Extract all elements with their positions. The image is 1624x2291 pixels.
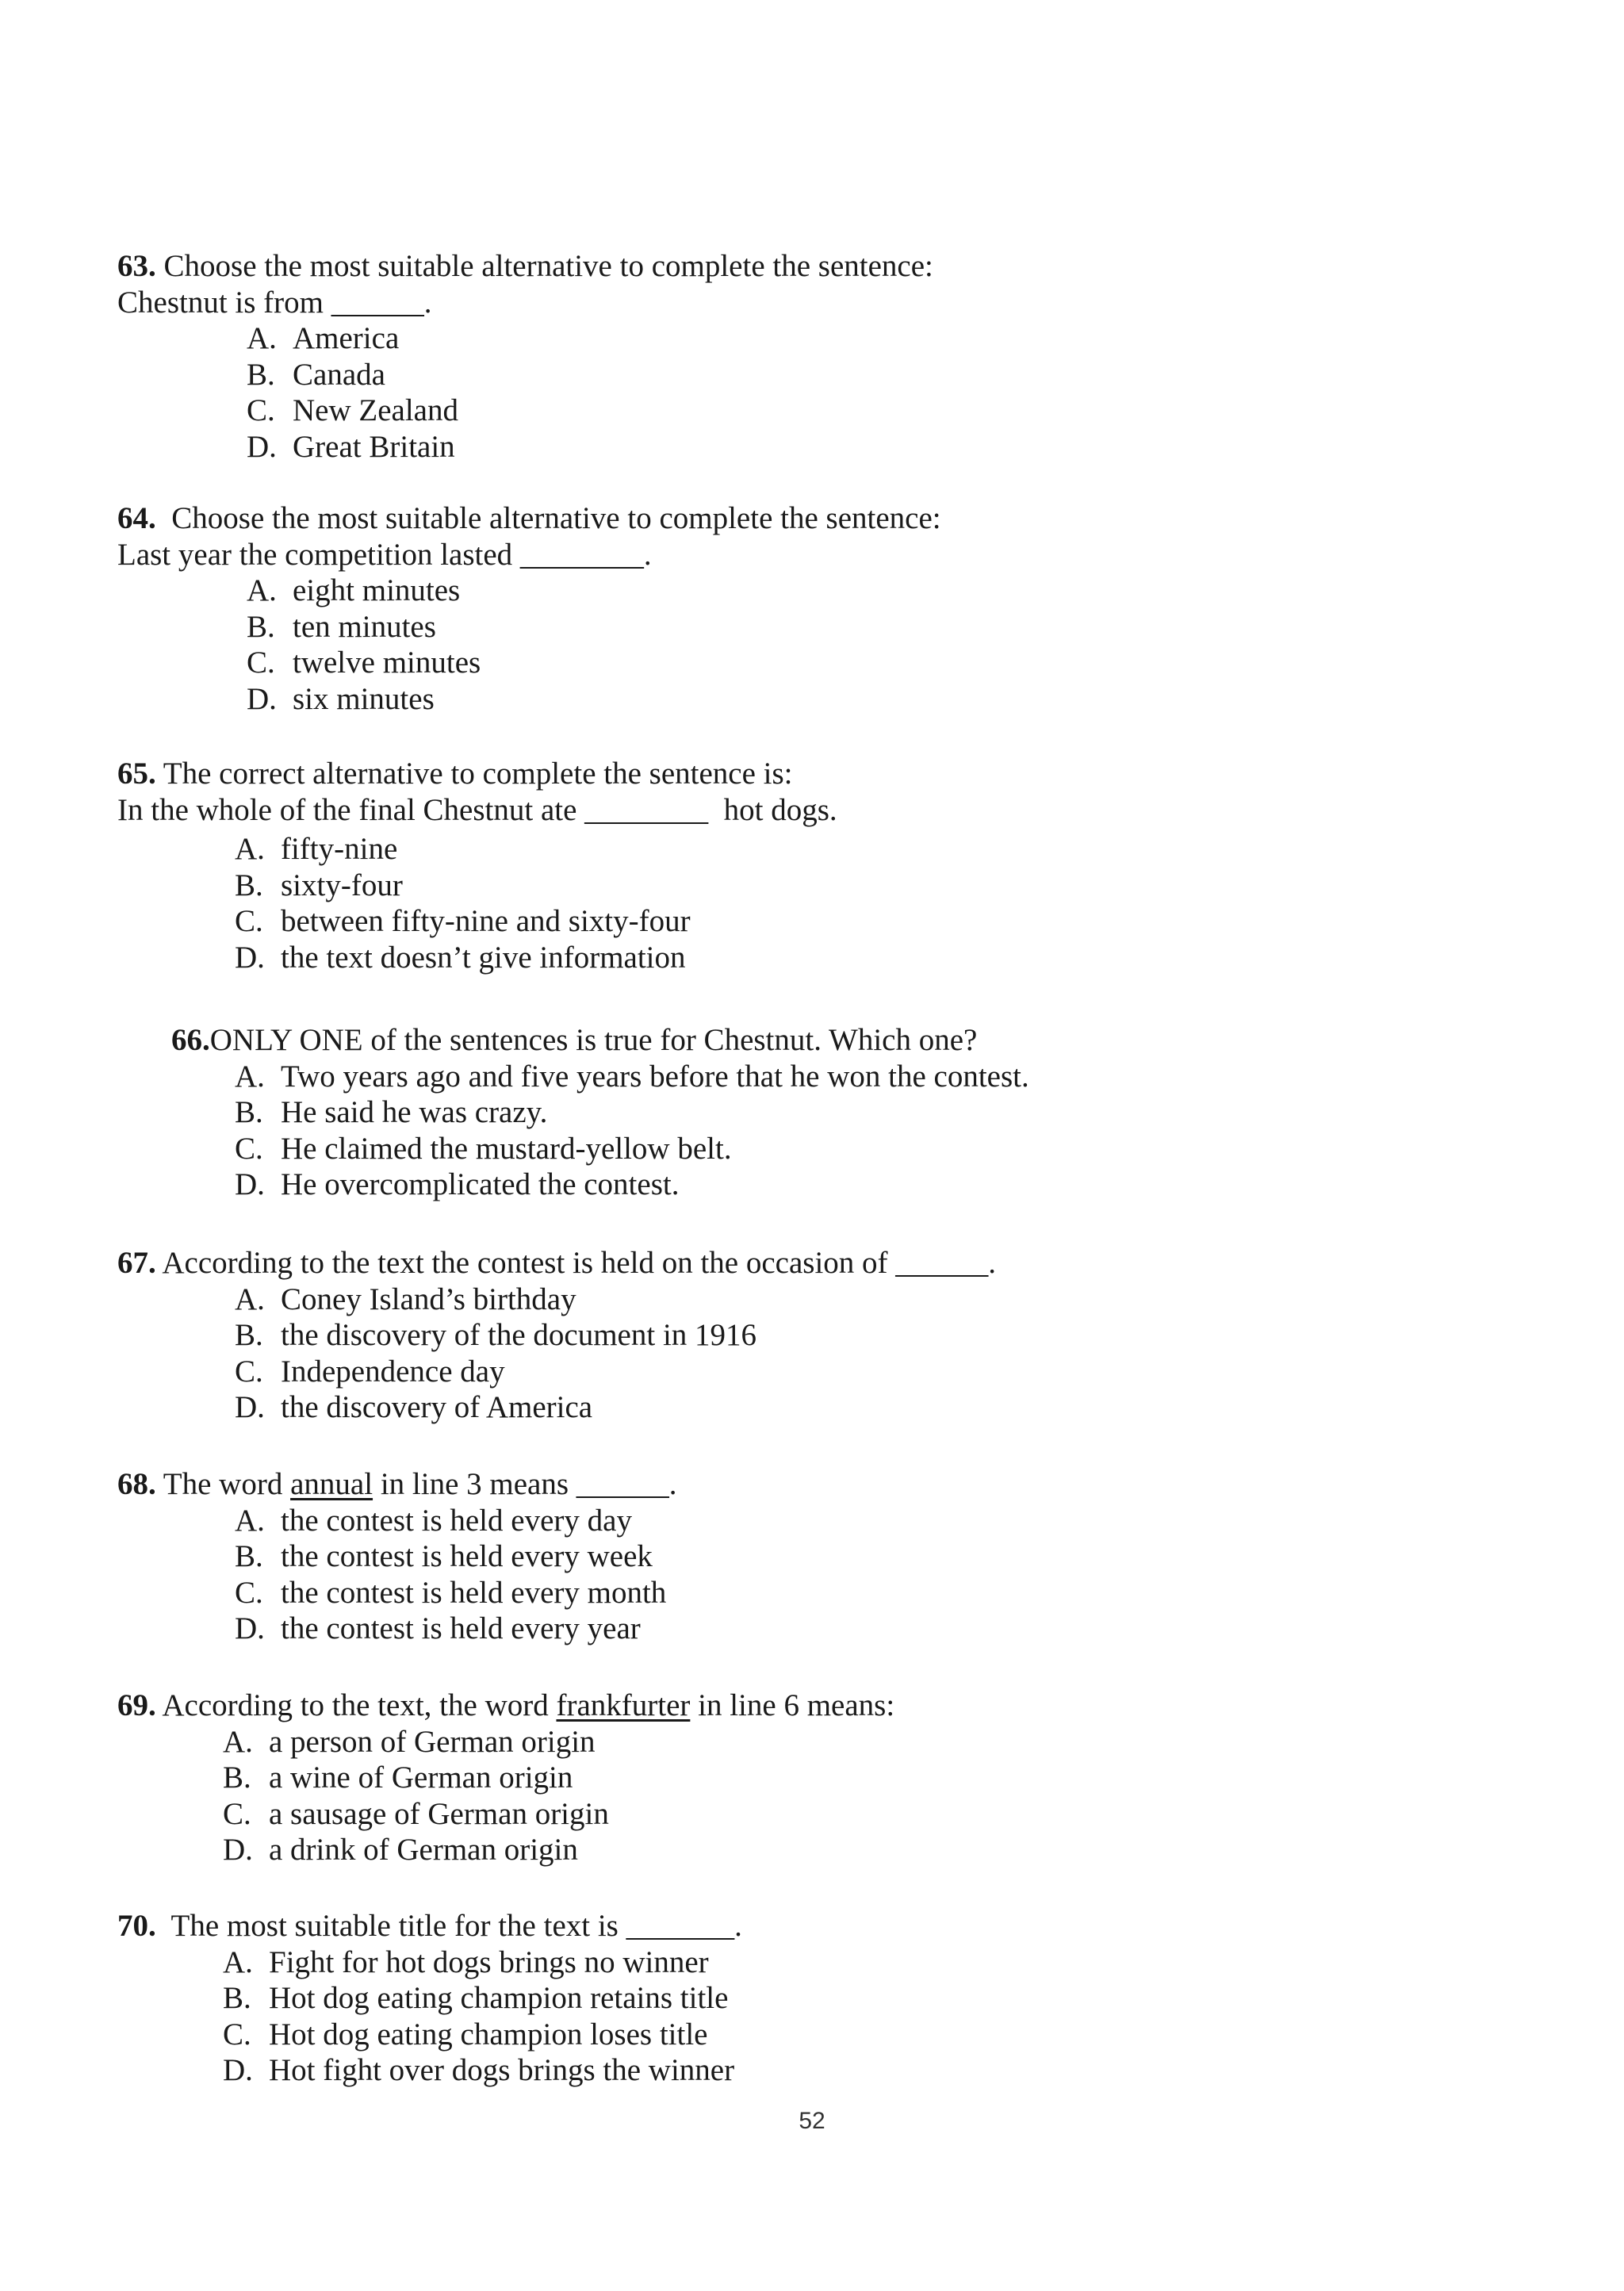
option-letter: A. bbox=[247, 573, 277, 607]
option-c bbox=[235, 1131, 1545, 1167]
option-a bbox=[247, 573, 1545, 609]
question-prompt bbox=[117, 1908, 1545, 1944]
options-list bbox=[117, 1724, 1545, 1868]
option-b bbox=[247, 357, 1545, 393]
question-68 bbox=[117, 1466, 1545, 1647]
options-list bbox=[117, 1282, 1545, 1426]
question-text: Choose the most suitable alternative to complete the sentence: bbox=[155, 249, 933, 283]
option-a bbox=[235, 1282, 1545, 1318]
question-stem: In the whole of the final Chestnut ate ________ hot dogs. bbox=[117, 792, 837, 827]
option-b bbox=[223, 1760, 1545, 1796]
option-text: New Zealand bbox=[293, 393, 458, 427]
option-d bbox=[235, 1611, 1545, 1647]
option-c bbox=[223, 2017, 1545, 2053]
option-letter: A. bbox=[235, 1503, 265, 1538]
option-d bbox=[235, 940, 1545, 976]
option-text: Hot fight over dogs brings the winner bbox=[269, 2053, 735, 2087]
option-text: Two years ago and five years before that he won the contest. bbox=[281, 1059, 1029, 1094]
option-d bbox=[223, 2052, 1545, 2089]
option-d bbox=[223, 1832, 1545, 1868]
question-70 bbox=[117, 1908, 1545, 2089]
option-text: He said he was crazy. bbox=[281, 1095, 548, 1129]
option-text: the contest is held every day bbox=[281, 1503, 632, 1538]
question-64 bbox=[117, 500, 1545, 717]
question-69 bbox=[117, 1688, 1545, 1868]
option-letter: D. bbox=[247, 681, 277, 716]
option-letter: D. bbox=[223, 1833, 253, 1867]
underlined-word: frankfurter bbox=[556, 1688, 691, 1722]
option-text: eight minutes bbox=[293, 573, 461, 607]
option-text: the text doesn’t give information bbox=[281, 940, 686, 975]
option-letter: D. bbox=[235, 940, 265, 975]
question-65 bbox=[117, 756, 1545, 975]
question-text: Choose the most suitable alternative to complete the sentence: bbox=[155, 501, 941, 535]
options-list bbox=[117, 831, 1545, 975]
options-list bbox=[117, 1503, 1545, 1647]
question-text: The most suitable title for the text is _______. bbox=[155, 1909, 742, 1943]
option-a bbox=[235, 831, 1545, 868]
question-number: 70. bbox=[117, 1909, 156, 1943]
option-letter: C. bbox=[223, 1796, 251, 1831]
option-b bbox=[235, 1094, 1545, 1131]
option-letter: B. bbox=[247, 357, 275, 392]
option-text: the contest is held every month bbox=[281, 1575, 667, 1610]
option-b bbox=[235, 868, 1545, 904]
question-stem: Last year the competition lasted ________. bbox=[117, 537, 652, 572]
page-number: 52 bbox=[799, 2108, 825, 2134]
option-letter: B. bbox=[235, 1095, 263, 1129]
question-number: 68. bbox=[117, 1467, 156, 1501]
option-c bbox=[247, 393, 1545, 429]
question-number: 63. bbox=[117, 249, 156, 283]
option-text: the discovery of America bbox=[281, 1390, 593, 1424]
option-text: Great Britain bbox=[293, 429, 455, 464]
option-b bbox=[223, 1980, 1545, 2017]
question-text: ONLY ONE of the sentences is true for Chestnut. Which one? bbox=[209, 1023, 978, 1057]
question-number: 64. bbox=[117, 501, 156, 535]
option-letter: C. bbox=[235, 1354, 263, 1389]
option-b bbox=[247, 609, 1545, 646]
question-number: 69. bbox=[117, 1688, 156, 1722]
option-text: the contest is held every week bbox=[281, 1539, 653, 1573]
option-letter: D. bbox=[235, 1167, 265, 1201]
option-c bbox=[235, 1575, 1545, 1611]
option-text: the discovery of the document in 1916 bbox=[281, 1318, 757, 1352]
option-letter: C. bbox=[235, 904, 263, 938]
question-prompt bbox=[117, 500, 1545, 537]
option-text: Hot dog eating champion retains title bbox=[269, 1981, 729, 2015]
option-letter: B. bbox=[235, 868, 263, 902]
option-c bbox=[235, 1354, 1545, 1390]
option-text: a person of German origin bbox=[269, 1724, 596, 1759]
option-c bbox=[235, 903, 1545, 940]
question-text: in line 3 means ______. bbox=[373, 1467, 677, 1501]
option-text: a sausage of German origin bbox=[269, 1796, 609, 1831]
question-prompt bbox=[117, 1466, 1545, 1503]
option-text: ten minutes bbox=[293, 609, 436, 644]
option-text: a drink of German origin bbox=[269, 1833, 578, 1867]
option-text: Coney Island’s birthday bbox=[281, 1282, 576, 1316]
question-prompt bbox=[117, 756, 1545, 792]
option-d bbox=[247, 429, 1545, 465]
options-list bbox=[117, 1059, 1545, 1203]
option-text: Independence day bbox=[281, 1354, 505, 1389]
option-text: He claimed the mustard-yellow belt. bbox=[281, 1131, 732, 1166]
option-b bbox=[235, 1538, 1545, 1575]
option-text: fifty-nine bbox=[281, 832, 398, 866]
option-letter: A. bbox=[235, 832, 265, 866]
option-a bbox=[223, 1944, 1545, 1981]
option-text: Canada bbox=[293, 357, 385, 392]
question-stem: Chestnut is from ______. bbox=[117, 285, 432, 320]
option-d bbox=[235, 1167, 1545, 1203]
option-letter: A. bbox=[223, 1724, 253, 1759]
question-text: in line 6 means: bbox=[690, 1688, 895, 1722]
question-text: According to the text, the word bbox=[155, 1688, 557, 1722]
option-letter: B. bbox=[223, 1760, 251, 1795]
option-letter: A. bbox=[235, 1059, 265, 1094]
options-list bbox=[117, 320, 1545, 465]
option-text: six minutes bbox=[293, 681, 435, 716]
question-63 bbox=[117, 248, 1545, 465]
question-prompt bbox=[117, 1688, 1545, 1724]
option-letter: C. bbox=[247, 646, 275, 680]
option-letter: C. bbox=[235, 1131, 263, 1166]
option-letter: B. bbox=[247, 609, 275, 644]
option-text: twelve minutes bbox=[293, 646, 481, 680]
question-number: 67. bbox=[117, 1246, 156, 1280]
option-d bbox=[235, 1389, 1545, 1426]
question-text: The correct alternative to complete the sentence is: bbox=[155, 757, 793, 791]
option-text: a wine of German origin bbox=[269, 1760, 573, 1795]
option-d bbox=[247, 681, 1545, 718]
option-letter: A. bbox=[223, 1944, 253, 1979]
option-b bbox=[235, 1317, 1545, 1354]
question-number: 65. bbox=[117, 757, 156, 791]
option-a bbox=[223, 1724, 1545, 1760]
question-text: The word bbox=[155, 1467, 291, 1501]
option-text: Fight for hot dogs brings no winner bbox=[269, 1944, 709, 1979]
option-letter: B. bbox=[223, 1981, 251, 2015]
question-66 bbox=[117, 1022, 1545, 1203]
option-a bbox=[247, 320, 1545, 357]
option-a bbox=[235, 1503, 1545, 1539]
underlined-word: annual bbox=[290, 1467, 373, 1501]
question-67 bbox=[117, 1245, 1545, 1426]
question-text: According to the text the contest is held on the occasion of ______. bbox=[155, 1246, 997, 1280]
option-c bbox=[223, 1796, 1545, 1833]
option-text: He overcomplicated the contest. bbox=[281, 1167, 680, 1201]
option-letter: D. bbox=[235, 1611, 265, 1645]
options-list bbox=[117, 1944, 1545, 2089]
option-letter: D. bbox=[223, 2053, 253, 2087]
options-list bbox=[117, 573, 1545, 717]
option-letter: D. bbox=[235, 1390, 265, 1424]
option-text: between fifty-nine and sixty-four bbox=[281, 904, 691, 938]
option-letter: A. bbox=[247, 321, 277, 355]
option-text: the contest is held every year bbox=[281, 1611, 641, 1645]
question-prompt bbox=[117, 1245, 1545, 1282]
option-letter: D. bbox=[247, 429, 277, 464]
option-text: America bbox=[293, 321, 400, 355]
question-number: 66. bbox=[171, 1023, 210, 1057]
option-text: sixty-four bbox=[281, 868, 403, 902]
option-letter: B. bbox=[235, 1539, 263, 1573]
option-letter: C. bbox=[247, 393, 275, 427]
option-letter: C. bbox=[235, 1575, 263, 1610]
question-prompt bbox=[117, 1022, 1545, 1059]
option-c bbox=[247, 645, 1545, 681]
option-a bbox=[235, 1059, 1545, 1095]
option-text: Hot dog eating champion loses title bbox=[269, 2017, 708, 2052]
option-letter: A. bbox=[235, 1282, 265, 1316]
option-letter: B. bbox=[235, 1318, 263, 1352]
question-prompt bbox=[117, 248, 1545, 285]
option-letter: C. bbox=[223, 2017, 251, 2052]
